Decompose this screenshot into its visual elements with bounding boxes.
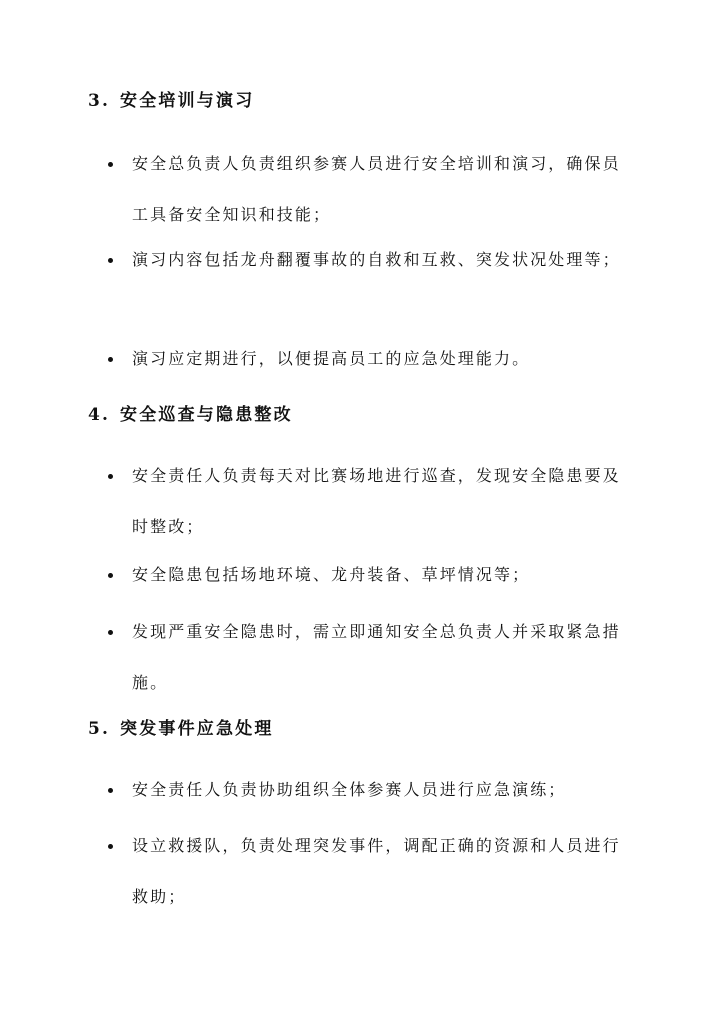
bullet-icon [108, 844, 113, 849]
bullet-icon [108, 258, 113, 263]
list-item-text: 演习内容包括龙舟翻覆事故的自救和互救、突发状况处理等； [132, 250, 621, 269]
list-item-text: 安全总负责人负责组织参赛人员进行安全培训和演习，确保员工具备安全知识和技能； [132, 154, 621, 224]
section-heading-5 [88, 718, 274, 740]
list-item-text: 发现严重安全隐患时，需立即通知安全总负责人并采取紧急措施。 [132, 622, 621, 692]
list-item-text: 安全隐患包括场地环境、龙舟装备、草坪情况等； [132, 565, 531, 584]
list-item-text: 安全责任人负责每天对比赛场地进行巡查，发现安全隐患要及时整改； [132, 466, 621, 536]
section-heading-4 [88, 404, 293, 426]
bullet-icon [108, 573, 113, 578]
section-number: 3. [88, 91, 111, 111]
section-number: 5. [88, 719, 111, 739]
list-item-text: 安全责任人负责协助组织全体参赛人员进行应急演练； [132, 780, 567, 799]
section-title: 安全巡查与隐患整改 [120, 405, 293, 425]
bullet-icon [108, 788, 113, 793]
list-item-text: 设立救援队，负责处理突发事件，调配正确的资源和人员进行救助； [132, 836, 621, 906]
bullet-icon [108, 357, 113, 362]
section-heading-3 [88, 90, 254, 112]
section-title: 突发事件应急处理 [120, 719, 274, 739]
bullet-icon [108, 474, 113, 479]
list-item-text: 演习应定期进行，以便提高员工的应急处理能力。 [132, 349, 531, 368]
section-title: 安全培训与演习 [120, 91, 255, 111]
bullet-icon [108, 630, 113, 635]
bullet-icon [108, 162, 113, 167]
section-number: 4. [88, 405, 111, 425]
